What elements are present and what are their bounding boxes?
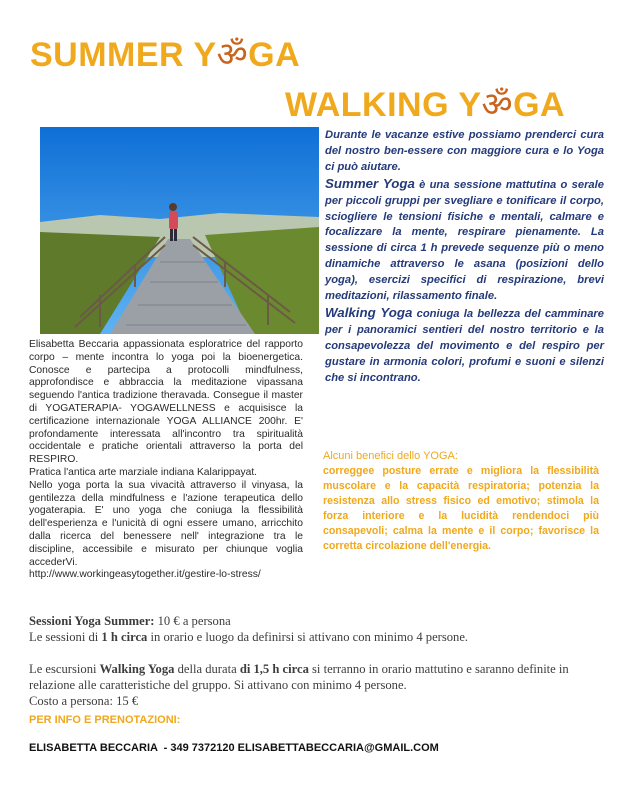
contact-line[interactable]: ELISABETTA BECCARIA - 349 7372120 ELISABETTABECCARIA@GMAIL.COM — [29, 742, 439, 754]
walking-details-text: della durata — [174, 662, 240, 676]
session-details-text: in orario e luogo da definirsi si attivano con minimo 4 persone. — [147, 630, 469, 644]
bio-link[interactable]: http://www.workingeasytogether.it/gestire-lo-stress/ — [29, 569, 261, 581]
intro-paragraph: Durante le vacanze estive possiamo prenderci cura del nostro ben-essere con maggiore cura e lo Yoga ci può aiutare. — [325, 129, 604, 173]
session-details-line — [29, 629, 599, 645]
walking-details-text: si terranno in orario mattutino e saranno definite in relazione alle caratteristiche del gruppo. Si attivano con minimo 4 persone. — [29, 662, 569, 692]
om-symbol-icon: ॐ — [481, 85, 514, 125]
title-walking-yoga — [285, 80, 565, 126]
session-details-text: Le sessioni di — [29, 630, 102, 644]
info-heading: PER INFO E PRENOTAZIONI: — [29, 714, 181, 726]
pricing-section — [29, 613, 599, 709]
summer-yoga-lead: Summer Yoga — [325, 175, 415, 191]
bio-paragraph: Elisabetta Beccaria appassionata esploratrice del rapporto corpo – mente incontra lo yoga poi la bioenergetica. Conosce e partecipa a protocolli mindfulness, approfondisce e abbraccia la meditazione vipassana seguendo l'antica tradizione theravada. Consegue il master di YOGATERAPIA- YOGAWELLNESS e acquisisce la certificazione internazionale YOGA ALLIANCE 200hr. E' profondamente interessata all'incontro tra spiritualità occidentale e pratiche orientali attraverso la porta del RESPIRO. — [29, 339, 303, 466]
benefits-heading: Alcuni benefici dello YOGA: — [323, 450, 458, 462]
walking-details-text: Le escursioni — [29, 662, 100, 676]
title-summer-text: SUMMER Y — [30, 36, 217, 74]
title-walking-text: WALKING Y — [285, 86, 482, 124]
summer-yoga-description — [325, 176, 604, 305]
walking-yoga-text: coniuga la bellezza del camminare per i panoramici sentieri del nostro territorio e la consapevolezza del movimento e del respiro per gustare in armonia colori, profumi e suoni e silenzi che si incontrano. — [325, 307, 605, 384]
summer-yoga-text: è una sessione mattutina o serale per piccoli gruppi per svegliare e tonificare il corpo, sciogliere le tensioni fisiche e mentali, calmare e focalizzare la mente, respirare pienamente. La sessione di circa 1 h prevede sequenze più o meno dinamiche attraverso le asana (posizioni dello yoga), esercizi specifici di respirazione, brevi meditazioni, rilassamento finale. — [325, 178, 604, 303]
title-summer-yoga — [30, 30, 300, 76]
title-summer-suffix: GA — [248, 36, 301, 74]
title-walking-suffix: GA — [513, 86, 566, 124]
om-symbol-icon: ॐ — [216, 35, 249, 75]
summer-price-label: Sessioni Yoga Summer: — [29, 614, 155, 628]
walking-yoga-description — [325, 305, 604, 387]
walking-yoga-lead: Walking Yoga — [325, 304, 413, 320]
session-duration: 1 h circa — [101, 630, 148, 644]
walking-details-line — [29, 661, 599, 693]
intro-text — [325, 128, 604, 387]
boardwalk-photo — [40, 127, 319, 334]
summer-price-value: 10 € a persona — [154, 614, 231, 628]
benefits-section — [323, 449, 599, 554]
walking-cost-line: Costo a persona: 15 € — [29, 694, 139, 708]
bio-paragraph: Pratica l'antica arte marziale indiana Kalarippayat. — [29, 466, 258, 478]
walking-duration: di 1,5 h circa — [239, 662, 309, 676]
summer-price-line — [29, 613, 599, 629]
instructor-bio — [29, 339, 303, 582]
benefits-text: correggee posture errate e migliora la flessibilità muscolare e la capacità respiratoria; potenzia la resistenza allo stress fisico ed emotivo; stimola la forza interiore e la lucidità rendendoci più consapevoli; calma la mente e il corpo; favorisce la corretta circolazione dell'energia. — [323, 465, 599, 552]
walking-yoga-name: Walking Yoga — [99, 662, 175, 676]
bio-paragraph: Nello yoga porta la sua vivacità attraverso il vinyasa, la gentilezza della mindfulness e l'azione terapeutica dello yogaterapia. E' uno yoga che coniuga la flessibilità dell'esperienza e l'unicità di ogni essere umano, arricchito dalla ricerca del benessere nell' integrazione tra le discipline, accessibile e misurato per chiunque voglia accederVi. — [29, 479, 303, 568]
